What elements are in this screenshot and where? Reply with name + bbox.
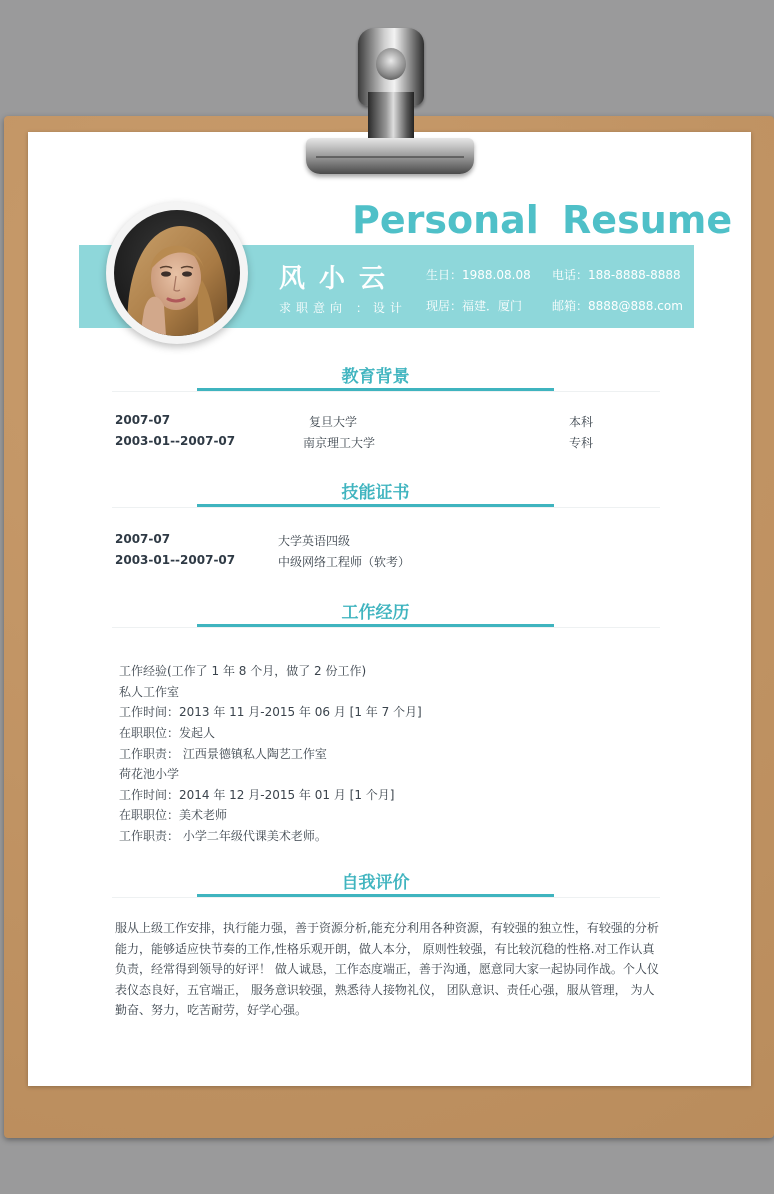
education-school: 南京理工大学 [303,436,376,450]
skills-heading: 技能证书 [341,483,410,503]
avatar [114,210,240,336]
work-period: 工作时间：2014 年 12 月-2015 年 01 月 [1 个月] [119,788,395,802]
work-employer: 私人工作室 [119,685,180,699]
evaluation-rule [112,897,660,898]
work-duty: 工作职责： 江西景德镇私人陶艺工作室 [119,747,327,761]
candidate-name: 风小云 [279,264,400,294]
work-employer: 荷花池小学 [119,767,180,781]
education-school: 复旦大学 [309,415,358,429]
birth-date: 生日：1988.08.08 [426,268,531,282]
clip-hole [376,48,406,80]
skill-certificate: 大学英语四级 [278,534,351,548]
clip-stem [368,92,414,140]
job-intent: 求职意向 ：设计 [279,301,407,315]
resume-title: Personal Resume [352,198,733,242]
education-date: 2007-07 [115,413,171,427]
skill-date: 2007-07 [115,532,171,546]
evaluation-heading: 自我评价 [341,873,410,893]
work-duty: 工作职责： 小学二年级代课美术老师。 [119,829,327,843]
work-period: 工作时间：2013 年 11 月-2015 年 06 月 [1 年 7 个月] [119,705,422,719]
education-degree: 专科 [569,436,594,450]
work-heading: 工作经历 [341,603,410,623]
clip-edge [316,156,464,158]
work-position: 在职职位：美术老师 [119,808,228,822]
education-degree: 本科 [569,415,594,429]
skills-rule [112,507,660,508]
skill-certificate: 中级网络工程师（软考） [278,555,411,569]
email-address: 邮箱：8888@888.com [552,299,683,313]
work-position: 在职职位：发起人 [119,726,216,740]
phone-number: 电话：188-8888-8888 [552,268,681,282]
education-date: 2003-01--2007-07 [115,434,236,448]
residence: 现居：福建．厦门 [426,299,523,313]
education-rule [112,391,660,392]
portrait-photo [114,210,240,336]
work-rule [112,627,660,628]
evaluation-text: 服从上级工作安排，执行能力强，善于资源分析,能充分利用各种资源，有较强的独立性，有较强的分析能力，能够适应快节奏的工作,性格乐观开朗，做人本分， 原则性较强，有比较沉稳的性格.对工作认真负责，经常得到领导的好评！ 做人诚恳，工作态度端正，善于沟通，愿意同大家一起协同作战。个人仪表仪态良好，五官端正， 服务意识较强，熟悉待人接物礼仪， 团队意识、责任心强，服从管理， 为人勤奋、努力，吃苦耐劳，好学心强。 [115,921,659,1017]
education-heading: 教育背景 [341,367,410,387]
skill-date: 2003-01--2007-07 [115,553,236,567]
work-summary: 工作经验(工作了 1 年 8 个月，做了 2 份工作) [119,664,367,678]
